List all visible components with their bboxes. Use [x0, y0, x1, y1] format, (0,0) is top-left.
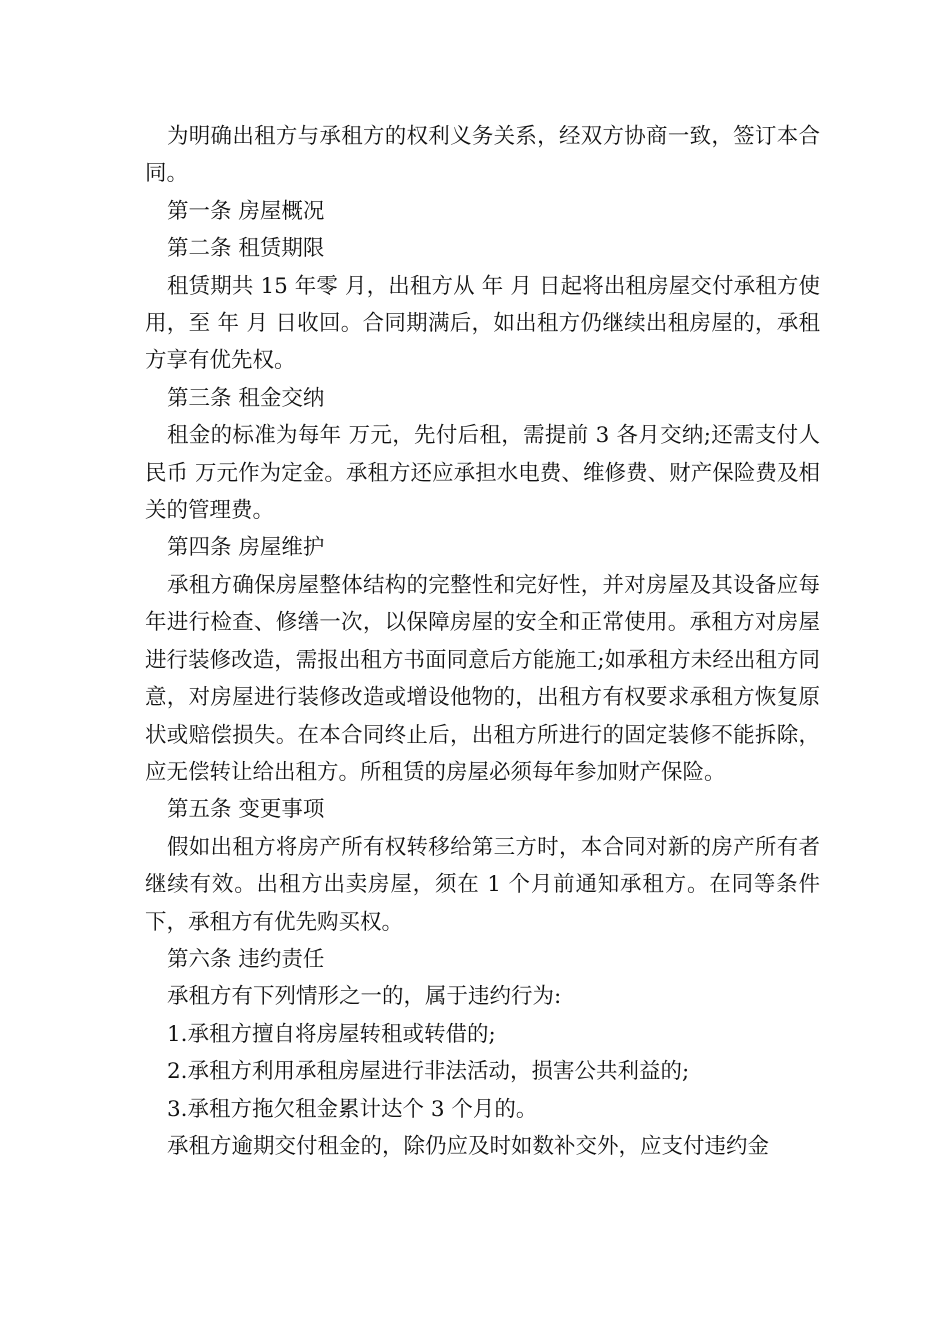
article-2-heading: 第二条 租赁期限	[167, 236, 325, 262]
article-5-heading: 第五条 变更事项	[167, 797, 325, 823]
contract-body	[145, 118, 820, 1165]
article-6-heading: 第六条 违约责任	[167, 946, 325, 972]
article-5-paragraph: 假如出租方将房产所有权转移给第三方时，本合同对新的房产所有者继续有效。出租方出卖房屋，须在 1 个月前通知承租方。在同等条件下，承租方有优先购买权。	[145, 834, 820, 935]
article-6-late-payment-paragraph: 承租方逾期交付租金的，除仍应及时如数补交外，应支付违约金	[167, 1133, 770, 1159]
article-6-item-1: 1.承租方擅自将房屋转租或转借的;	[167, 1021, 496, 1047]
article-1-heading: 第一条 房屋概况	[167, 198, 325, 224]
article-6-intro: 承租方有下列情形之一的，属于违约行为:	[167, 984, 562, 1010]
intro-paragraph: 为明确出租方与承租方的权利义务关系，经双方协商一致，签订本合同。	[145, 124, 820, 187]
article-3-paragraph: 租金的标准为每年 万元，先付后租，需提前 3 各月交纳;还需支付人民币 万元作为定金。承租方还应承担水电费、维修费、财产保险费及相关的管理费。	[145, 423, 820, 524]
article-4-heading: 第四条 房屋维护	[167, 535, 325, 561]
article-3-heading: 第三条 租金交纳	[167, 385, 325, 411]
article-4-paragraph: 承租方确保房屋整体结构的完整性和完好性，并对房屋及其设备应每年进行检查、修缮一次，以保障房屋的安全和正常使用。承租方对房屋进行装修改造，需报出租方书面同意后方能施工;如承租方未经出租方同意，对房屋进行装修改造或增设他物的，出租方有权要求承租方恢复原状或赔偿损失。在本合同终止后，出租方所进行的固定装修不能拆除，应无偿转让给出租方。所租赁的房屋必须每年参加财产保险。	[145, 572, 820, 785]
article-6-item-3: 3.承租方拖欠租金累计达个 3 个月的。	[167, 1096, 538, 1122]
article-2-paragraph: 租赁期共 15 年零 月，出租方从 年 月 日起将出租房屋交付承租方使用，至 年 月 日收回。合同期满后，如出租方仍继续出租房屋的，承租方享有优先权。	[145, 273, 820, 374]
article-6-item-2: 2.承租方利用承租房屋进行非法活动，损害公共利益的;	[167, 1059, 690, 1085]
